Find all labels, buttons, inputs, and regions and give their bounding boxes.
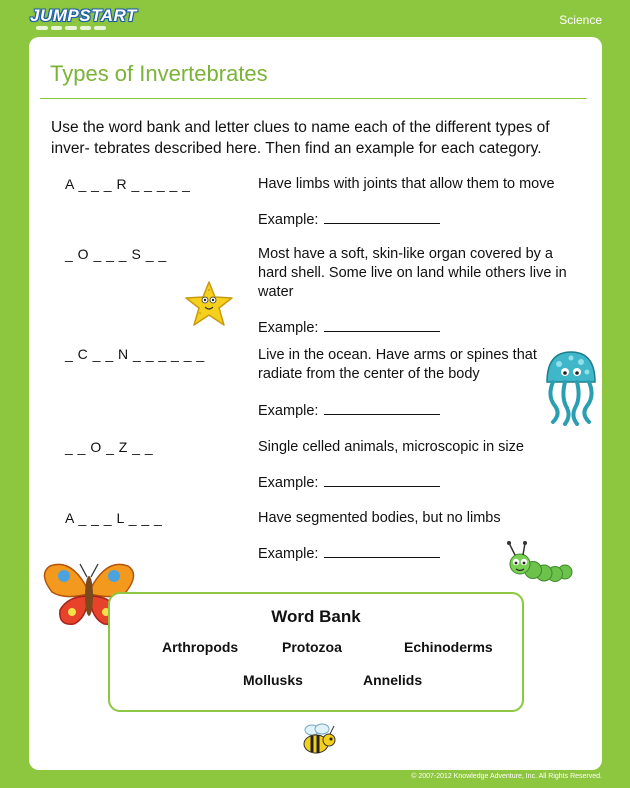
word-bank-word: Mollusks xyxy=(243,672,303,688)
caterpillar-icon xyxy=(503,540,575,586)
example-field xyxy=(258,402,440,419)
answer-blank[interactable] xyxy=(324,402,440,415)
word-bank xyxy=(108,592,524,712)
example-label: Example: xyxy=(258,475,319,491)
answer-blank[interactable] xyxy=(324,474,440,487)
word-bank-word: Annelids xyxy=(363,672,423,688)
example-label: Example: xyxy=(258,546,319,562)
bee-icon xyxy=(298,722,338,758)
answer-blank[interactable] xyxy=(324,211,440,224)
example-field xyxy=(258,545,440,562)
example-field xyxy=(258,474,440,491)
word-bank-word: Protozoa xyxy=(282,639,342,655)
letter-clue: _ _ O _ Z _ _ xyxy=(65,439,154,455)
answer-blank[interactable] xyxy=(324,319,440,332)
category-description: Most have a soft, skin-like organ covered by a hard shell. Some live on land while others live in water xyxy=(258,246,567,300)
answer-blank[interactable] xyxy=(324,545,440,558)
example-label: Example: xyxy=(258,320,319,336)
example-label: Example: xyxy=(258,212,319,228)
example-field xyxy=(258,319,440,336)
category-description: Live in the ocean. Have arms or spines that radiate from the center of the body xyxy=(258,347,537,382)
word-bank-word: Arthropods xyxy=(162,639,239,655)
example-label: Example: xyxy=(258,403,319,419)
jumpstart-logo: JUMPSTART xyxy=(30,6,137,25)
category-description: Have limbs with joints that allow them to move xyxy=(258,176,555,192)
jellyfish-icon xyxy=(541,348,601,426)
letter-clue: _ O _ _ _ S _ _ xyxy=(65,246,167,262)
example-field xyxy=(258,211,440,228)
copyright-notice: © 2007-2012 Knowledge Adventure, Inc. All Rights Reserved. xyxy=(411,773,602,780)
word-bank-title: Word Bank xyxy=(271,607,361,626)
category-description: Have segmented bodies, but no limbs xyxy=(258,510,501,526)
logo-underline xyxy=(36,26,106,32)
category-description: Single celled animals, microscopic in size xyxy=(258,439,524,455)
instructions: Use the word bank and letter clues to name each of the different types of inver- tebrates described here. Then find an example for each category. xyxy=(51,119,550,157)
worksheet-title: Types of Invertebrates xyxy=(50,61,268,86)
letter-clue: A _ _ _ L _ _ _ xyxy=(65,510,163,526)
word-bank-word: Echinoderms xyxy=(404,639,493,655)
starfish-icon xyxy=(183,280,235,328)
subject-label: Science xyxy=(559,13,602,27)
letter-clue: _ C _ _ N _ _ _ _ _ _ xyxy=(65,346,205,362)
title-divider xyxy=(40,98,587,99)
letter-clue: A _ _ _ R _ _ _ _ _ xyxy=(65,176,191,192)
